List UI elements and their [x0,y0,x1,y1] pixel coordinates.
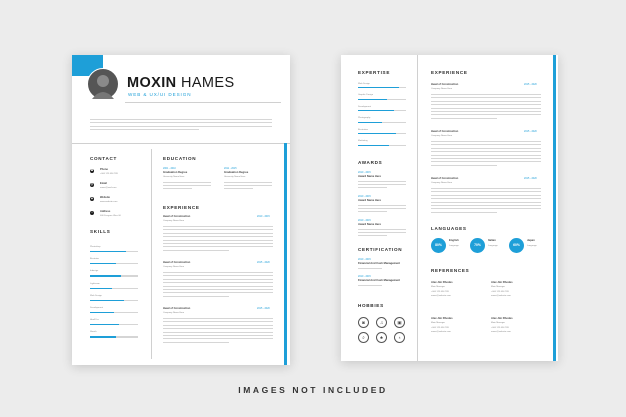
expertise-name: Illustration [358,128,368,131]
text-line [163,275,273,276]
expertise-bar [358,122,406,123]
reference-phone: +000 123 456 789 [431,327,449,329]
text-line [163,233,273,234]
text-line [163,321,273,322]
contact-value: name@mail.com [100,187,117,189]
education-degree: Graduation Degree [163,171,188,174]
text-line [163,188,192,189]
first-name: MOXIN [127,75,177,91]
text-line [163,338,273,339]
reference-email: name@website.com [491,295,511,297]
references-heading: REFERENCES [431,268,470,273]
expertise-bar-fill [358,110,394,111]
experience-company: Company Name Here [431,182,453,184]
text-line [431,111,541,112]
contact-label: Address [100,210,111,213]
skill-bar-fill [90,275,121,276]
text-line [163,229,273,230]
home-icon: ⌂ [91,211,93,214]
education-degree: Graduation Degree [224,171,249,174]
expertise-name: Photography [358,117,371,119]
experience-company: Company Name Here [431,88,453,90]
text-line [163,335,273,336]
reference-email: name@website.com [431,331,451,333]
education-date: 2011 - 2015 [224,167,237,170]
text-line [431,212,497,213]
skill-bar-fill [90,300,124,301]
text-line [163,226,273,227]
language-level-circle: 70% [470,238,485,253]
award-name: Award Name Here [358,223,381,226]
text-line [163,279,273,280]
experience-company: Company Name Here [163,312,185,314]
reference-role: Main Manager [491,286,505,288]
contact-label: Phone [100,168,108,171]
language-level-circle: 60% [509,238,524,253]
skill-bar-fill [90,251,126,252]
expertise-bar [358,133,406,134]
footer-note: IMAGES NOT INCLUDED [238,385,388,395]
search-icon: ⌕ [358,332,369,343]
experience-heading: EXPERIENCE [431,70,468,75]
text-line [358,187,387,188]
skill-bar [90,312,138,313]
experience-role: Head of Construction [163,215,191,218]
certification-name: Financial And Cash Management [358,279,401,282]
skill-name: Photoshop [90,246,101,248]
text-line [358,181,406,182]
skill-bar-fill [90,263,116,264]
text-line [163,282,273,283]
reference-phone: +000 123 456 789 [491,327,509,329]
text-line [90,126,272,127]
expertise-bar-fill [358,87,399,88]
text-line [163,272,273,273]
contact-label: Website [100,196,110,199]
name-heading [127,76,235,91]
resume-page-front [72,55,290,365]
language-name: Japan [527,239,535,242]
experience-company: Company Name Here [431,135,453,137]
experience-company: Company Name Here [163,266,185,268]
experience-date: 2015 - 2020 [524,130,537,133]
experience-role: Head of Construction [431,177,459,180]
education-school: University Name Here [163,176,185,178]
camera-icon: ◙ [358,317,369,328]
expertise-bar-fill [358,99,387,100]
experience-role: Head of Construction [163,261,191,264]
globe-icon: ◉ [90,197,94,200]
award-date: 2010 - 2015 [358,195,371,198]
header-divider [125,102,281,103]
skill-bar [90,275,138,276]
text-line [163,296,229,297]
text-line [358,268,382,269]
skill-name: Html/Css [90,319,99,322]
job-title: WEB & UX/UI DESIGN [128,92,192,97]
text-line [163,243,273,244]
skill-name: Sketch [90,331,97,334]
text-line [358,211,387,212]
text-line [163,246,273,247]
expertise-bar [358,145,406,146]
skill-bar [90,300,138,301]
skill-name: Development [90,307,103,309]
experience-company: Company Name Here [163,220,185,222]
reference-phone: +000 123 456 789 [491,291,509,293]
expertise-bar [358,110,406,111]
contact-heading: CONTACT [90,156,118,161]
text-line [431,94,541,95]
contact-value: +000 123 456 789 [100,173,118,175]
edge-accent-bar [553,55,556,361]
experience-heading: EXPERIENCE [163,205,200,210]
skill-bar [90,288,138,289]
awards-heading: AWARDS [358,160,383,165]
contact-label: Email [100,182,107,185]
text-line [90,129,199,130]
text-line [224,182,272,183]
text-line [431,151,541,152]
text-line [163,182,211,183]
reference-name: Alex Jim Rhodes [491,317,513,320]
language-name: Italian [488,239,496,242]
skill-bar-fill [90,312,114,313]
certification-name: Financial And Cash Management [358,262,401,265]
award-name: Award Name Here [358,175,381,178]
text-line [358,235,387,236]
section-divider [72,143,290,144]
text-line [163,332,273,333]
award-date: 2010 - 2015 [358,219,371,222]
experience-role: Head of Construction [431,83,459,86]
avatar [87,68,119,100]
text-line [358,285,382,286]
text-line [90,122,272,123]
experience-date: 2015 - 2020 [257,307,270,310]
image-icon: ▣ [394,317,405,328]
last-name: HAMES [180,75,235,91]
skill-bar [90,336,138,337]
skill-bar-fill [90,288,112,289]
experience-date: 2015 - 2020 [257,261,270,264]
text-line [163,318,273,319]
experience-role: Head of Construction [163,307,191,310]
skill-bar-fill [90,336,116,337]
education-heading: EDUCATION [163,156,197,161]
text-line [431,202,541,203]
edge-accent-bar [284,143,287,365]
experience-date: 2010 - 2015 [257,215,270,218]
skill-name: Illustrator [90,258,99,261]
languages-heading: LANGUAGES [431,226,467,231]
education-date: 2001 - 2010 [163,167,176,170]
reference-email: name@website.com [431,295,451,297]
reference-name: Alex Jim Rhodes [431,281,453,284]
language-level-circle: 80% [431,238,446,253]
text-line [163,286,273,287]
expertise-heading: EXPERTISE [358,70,391,75]
game-icon: ♣ [376,332,387,343]
email-icon: @ [90,183,94,186]
skill-bar [90,263,138,264]
reference-role: Main Manager [431,322,445,324]
text-line [431,148,541,149]
expertise-name: Web Design [358,82,370,85]
text-line [163,289,273,290]
reference-email: name@website.com [491,331,511,333]
contact-value: 000 Fungma Ulica 00 [100,215,121,217]
bike-icon: ♁ [394,332,405,343]
text-line [358,205,406,206]
text-line [163,342,229,343]
text-line [358,229,406,230]
text-line [431,195,541,196]
reference-name: Alex Jim Rhodes [431,317,453,320]
reference-phone: +000 123 456 789 [431,291,449,293]
language-note: Language [527,245,537,247]
text-line [163,325,273,326]
skill-bar-fill [90,324,119,325]
text-line [163,236,273,237]
resume-page-back [341,55,558,361]
expertise-bar [358,87,406,88]
text-line [358,232,406,233]
expertise-bar [358,99,406,100]
column-divider [151,149,152,359]
text-line [90,119,272,120]
reference-name: Alex Jim Rhodes [491,281,513,284]
expertise-name: Graphic Design [358,94,374,96]
certification-date: 2010 - 2015 [358,275,371,278]
text-line [163,328,273,329]
text-line [224,188,253,189]
award-name: Award Name Here [358,199,381,202]
experience-date: 2015 - 2020 [524,177,537,180]
hobbies-heading: HOBBIES [358,303,384,308]
skill-bar [90,324,138,325]
column-divider [417,55,418,361]
expertise-bar-fill [358,122,382,123]
text-line [358,184,406,185]
music-icon: ♫ [376,317,387,328]
text-line [163,240,273,241]
education-school: University Name Here [224,176,246,178]
skill-name: Lightroom [90,282,100,285]
text-line [431,108,541,109]
experience-role: Head of Construction [431,130,459,133]
text-line [431,165,497,166]
expertise-name: Development [358,105,371,108]
text-line [431,205,541,206]
avatar-portrait-icon [88,69,118,99]
language-note: Language [449,245,459,247]
award-date: 2010 - 2015 [358,171,371,174]
text-line [431,104,541,105]
language-note: Language [488,245,498,247]
certification-heading: CERTIFICATION [358,247,403,252]
skill-bar [90,251,138,252]
text-line [431,141,541,142]
reference-role: Main Manager [491,322,505,324]
text-line [431,118,497,119]
text-line [431,114,541,115]
text-line [431,158,541,159]
text-line [431,188,541,189]
skill-name: Web Design [90,294,102,297]
reference-role: Main Manager [431,286,445,288]
text-line [431,161,541,162]
language-name: English [449,239,459,242]
text-line [163,185,211,186]
text-line [431,155,541,156]
expertise-name: Marketing [358,140,368,142]
text-line [431,208,541,209]
certification-date: 2010 - 2015 [358,258,371,261]
phone-icon: ☎ [90,169,94,172]
text-line [431,97,541,98]
expertise-bar-fill [358,145,389,146]
text-line [431,144,541,145]
text-line [358,208,406,209]
skills-heading: SKILLS [90,229,111,234]
text-line [163,292,273,293]
skill-name: Indesign [90,270,99,273]
contact-value: www.website.com [100,201,118,203]
text-line [163,250,229,251]
experience-date: 2015 - 2020 [524,83,537,86]
text-line [431,191,541,192]
text-line [431,198,541,199]
text-line [431,101,541,102]
text-line [224,185,272,186]
expertise-bar-fill [358,133,396,134]
